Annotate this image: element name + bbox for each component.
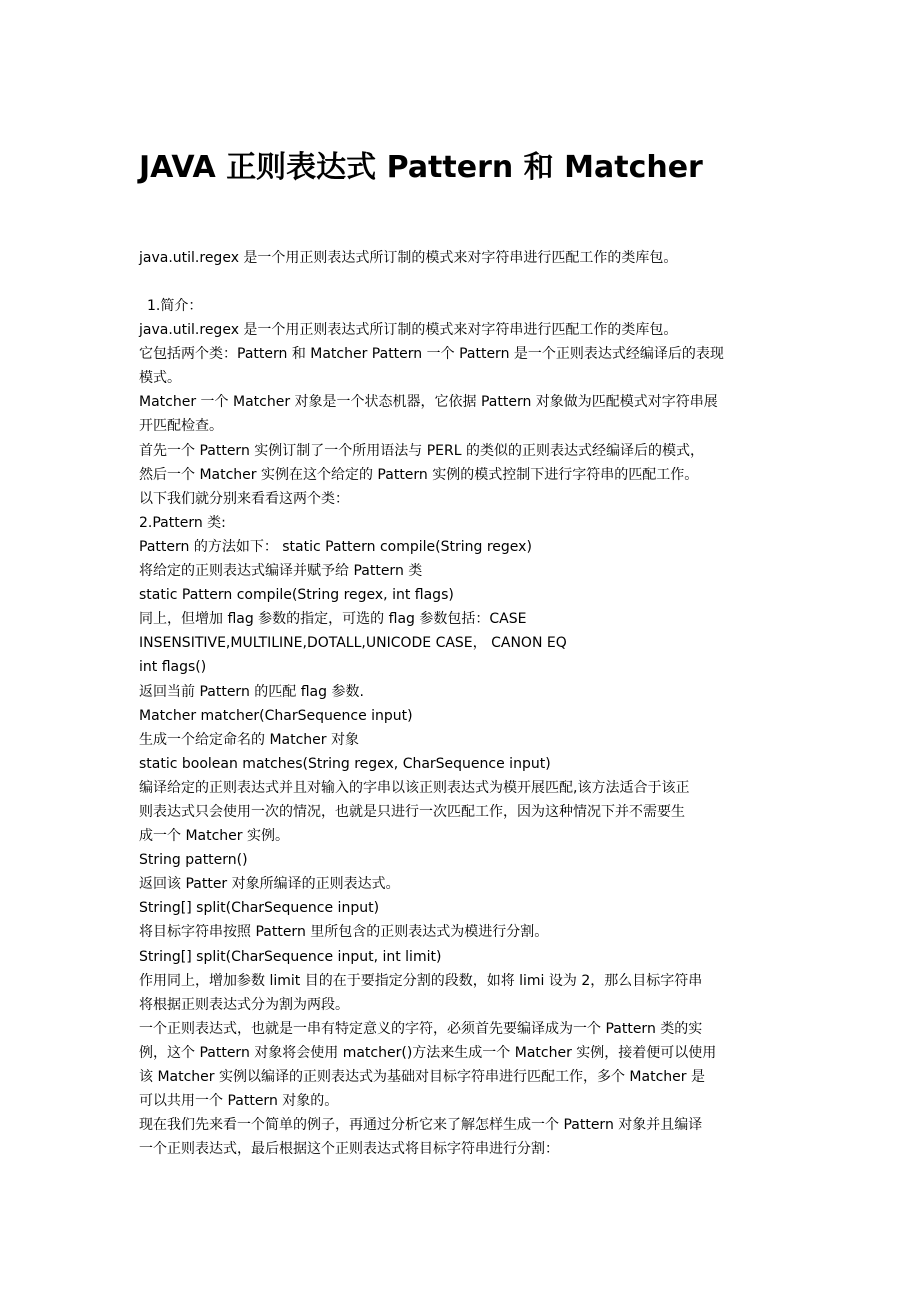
text-line: String[] split(CharSequence input) bbox=[139, 900, 380, 917]
text-line: 该 Matcher 实例以编译的正则表达式为基础对目标字符串进行匹配工作，多个 Matcher 是 bbox=[139, 1069, 705, 1085]
text-line: 以下我们就分别来看看这两个类： bbox=[139, 490, 349, 507]
document-title: JAVA 正则表达式 Pattern 和 Matcher bbox=[139, 150, 703, 185]
text-line: String[] split(CharSequence input, int limit) bbox=[139, 948, 442, 965]
text-line: 成一个 Matcher 实例。 bbox=[139, 828, 289, 845]
text-line: 首先一个 Pattern 实例订制了一个所用语法与 PERL 的类似的正则表达式经编译后的模式， bbox=[139, 442, 704, 459]
text-line: 则表达式只会使用一次的情况，也就是只进行一次匹配工作，因为这种情况下并不需要生 bbox=[139, 803, 685, 820]
text-line: static boolean matches(String regex, CharSequence input) bbox=[139, 755, 551, 772]
text-line: 一个正则表达式，最后根据这个正则表达式将目标字符串进行分割： bbox=[139, 1141, 559, 1158]
text-line: static Pattern compile(String regex, int flags) bbox=[139, 587, 454, 604]
text-line: 作用同上，增加参数 limit 目的在于要指定分割的段数，如将 limi 设为 2，那么目标字符串 bbox=[139, 972, 703, 989]
text-line: 模式。 bbox=[139, 370, 181, 387]
text-line: 编译给定的正则表达式并且对输入的字串以该正则表达式为模开展匹配,该方法适合于该正 bbox=[139, 779, 690, 796]
text-line: 开匹配检查。 bbox=[139, 418, 223, 435]
text-line: java.util.regex 是一个用正则表达式所订制的模式来对字符串进行匹配工作的类库包。 bbox=[139, 322, 678, 339]
text-line: String pattern() bbox=[139, 852, 248, 869]
text-line: 可以共用一个 Pattern 对象的。 bbox=[139, 1093, 339, 1110]
text-line: Pattern 的方法如下： static Pattern compile(String regex) bbox=[139, 538, 532, 555]
section-heading-pattern: 2.Pattern 类: bbox=[139, 514, 226, 531]
text-line: 同上，但增加 flag 参数的指定，可选的 flag 参数包括：CASE bbox=[139, 611, 527, 628]
text-line: Matcher matcher(CharSequence input) bbox=[139, 707, 413, 724]
text-line: 将给定的正则表达式编译并赋予给 Pattern 类 bbox=[139, 563, 423, 580]
intro-paragraph: java.util.regex 是一个用正则表达式所订制的模式来对字符串进行匹配工作的类库包。 bbox=[139, 250, 678, 266]
text-line: 返回当前 Pattern 的匹配 flag 参数. bbox=[139, 683, 364, 700]
body-text bbox=[139, 294, 789, 1161]
text-line: 它包括两个类：Pattern 和 Matcher Pattern 一个 Pattern 是一个正则表达式经编译后的表现 bbox=[139, 346, 724, 363]
text-line: int flags() bbox=[139, 659, 207, 676]
text-line: 现在我们先来看一个简单的例子，再通过分析它来了解怎样生成一个 Pattern 对象并且编译 bbox=[139, 1117, 703, 1134]
text-line: 一个正则表达式，也就是一串有特定意义的字符，必须首先要编译成为一个 Pattern 类的实 bbox=[139, 1020, 703, 1037]
text-line: INSENSITIVE,MULTILINE,DOTALL,UNICODE CASE， CANON EQ bbox=[139, 635, 567, 652]
text-line: 将根据正则表达式分为割为两段。 bbox=[139, 996, 349, 1013]
text-line: 生成一个给定命名的 Matcher 对象 bbox=[139, 731, 359, 748]
text-line: 然后一个 Matcher 实例在这个给定的 Pattern 实例的模式控制下进行字符串的匹配工作。 bbox=[139, 466, 699, 483]
text-line: Matcher 一个 Matcher 对象是一个状态机器，它依据 Pattern 对象做为匹配模式对字符串展 bbox=[139, 394, 718, 411]
text-line: 将目标字符串按照 Pattern 里所包含的正则表达式为模进行分割。 bbox=[139, 924, 549, 941]
section-heading-intro: 1.简介： bbox=[147, 298, 203, 314]
text-line: 返回该 Patter 对象所编译的正则表达式。 bbox=[139, 876, 400, 893]
text-line: 例，这个 Pattern 对象将会使用 matcher()方法来生成一个 Matcher 实例，接着便可以使用 bbox=[139, 1044, 717, 1061]
